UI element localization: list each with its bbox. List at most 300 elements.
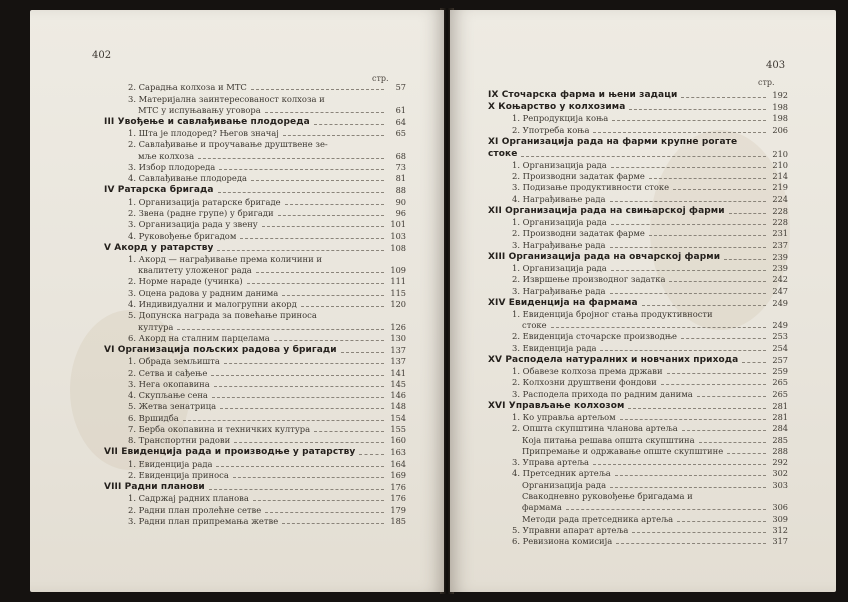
toc-leader-dots: [274, 340, 384, 341]
toc-entry-row: [488, 113, 788, 124]
toc-entry-row: [488, 309, 788, 320]
toc-entry-row: [488, 525, 788, 536]
toc-leader-dots: [612, 120, 766, 121]
toc-entry-title: 5. Допунска награда за повећање приноса: [128, 310, 317, 321]
toc-entry-row: [104, 470, 406, 481]
toc-leader-dots: [301, 306, 384, 307]
toc-leader-dots: [724, 259, 766, 260]
toc-entry-title: МТС у испуњавању уговора: [138, 104, 261, 115]
toc-chapter-row: [104, 116, 406, 128]
toc-leader-dots: [209, 489, 384, 490]
toc-page-number: 302: [772, 468, 788, 479]
toc-leader-dots: [649, 235, 766, 236]
toc-entry-title: 1. Евиденција рада: [128, 458, 213, 469]
toc-entry-title: 1. Обавезе колхоза према држави: [512, 366, 663, 377]
toc-leader-dots: [253, 500, 384, 501]
toc-page-number: 228: [772, 205, 788, 216]
toc-chapter-title: XI Организација рада на фарми крупне рогате: [488, 136, 738, 147]
toc-leader-dots: [341, 352, 384, 353]
toc-chapter-row: [104, 184, 406, 196]
toc-page-number: 231: [772, 228, 788, 239]
toc-leader-dots: [697, 396, 766, 397]
toc-entry-title: 3. Расподела прихода по радним данима: [512, 388, 693, 399]
toc-page-number: 249: [772, 297, 788, 308]
toc-entry-row: [104, 424, 406, 435]
toc-page-number: 154: [390, 412, 406, 423]
toc-leader-dots: [220, 408, 384, 409]
toc-leader-dots: [359, 454, 384, 455]
toc-page-number: 192: [772, 90, 788, 100]
toc-leader-dots: [611, 270, 766, 271]
toc-leader-dots: [600, 350, 766, 351]
toc-page-number: 65: [395, 128, 406, 139]
toc-entry-title: 3. Подизање продуктивности стоке: [512, 182, 670, 193]
toc-page-number: 214: [772, 171, 788, 182]
toc-chapter-title: III Увођење и савлађивање плодореда: [104, 116, 310, 127]
toc-leader-dots: [224, 363, 384, 364]
toc-entry-title: 6. Акорд на сталним парцелама: [128, 332, 270, 343]
toc-entry-title: 3. Организација рада у звену: [128, 219, 258, 230]
toc-entry-title: 4. Савлађивање плодореда: [128, 173, 248, 184]
toc-entry-row: [104, 230, 406, 241]
toc-entry-title: Припремање и одржавање опште скупштине: [522, 445, 724, 456]
toc-entry-title: 3. Управа артеља: [512, 457, 590, 468]
toc-page-number: 198: [772, 102, 788, 112]
toc-page-number: 164: [390, 458, 406, 469]
toc-entry-title: 1. Евиденција бројног стања продуктивности: [512, 308, 713, 319]
left-table-of-contents: [104, 82, 406, 527]
toc-entry-title: 2. Извршење производног задатка: [512, 274, 666, 285]
toc-chapter-title: XVI Управљање колхозом: [488, 400, 625, 411]
toc-page-number: 130: [390, 332, 406, 343]
toc-page-number: 101: [390, 219, 406, 230]
toc-entry-row: [488, 412, 788, 423]
toc-leader-dots: [611, 224, 766, 225]
toc-chapter-title: VIII Радни планови: [104, 481, 205, 492]
toc-page-number: 185: [390, 515, 406, 526]
toc-entry-title: 2. Евиденција приноса: [128, 469, 229, 480]
toc-entry-row: [104, 287, 406, 298]
toc-page-number: 141: [390, 367, 406, 378]
toc-page-number: 198: [772, 113, 788, 124]
toc-leader-dots: [681, 97, 766, 98]
toc-leader-dots: [669, 281, 766, 282]
toc-entry-title: стоке: [522, 320, 547, 331]
toc-entry-row: [488, 320, 788, 331]
toc-chapter-title: XII Организација рада на свињарској фарми: [488, 205, 725, 216]
toc-page-number: 265: [772, 377, 788, 388]
toc-leader-dots: [677, 521, 766, 522]
toc-leader-dots: [521, 156, 766, 157]
toc-leader-dots: [240, 238, 384, 239]
toc-entry-title: 3. Избор плодореда: [128, 162, 216, 173]
toc-page-number: 281: [772, 400, 788, 411]
toc-entry-row: [488, 388, 788, 399]
toc-entry-row: [488, 457, 788, 468]
toc-leader-dots: [219, 169, 384, 170]
toc-entry-title: 2. Евиденција сточарске производње: [512, 331, 677, 342]
toc-chapter-title: IX Сточарска фарма и њени задаци: [488, 90, 678, 100]
toc-leader-dots: [217, 250, 384, 251]
right-page-column-label: стр.: [758, 78, 775, 87]
toc-page-number: 176: [390, 493, 406, 504]
toc-leader-dots: [610, 293, 766, 294]
toc-entry-row: [488, 160, 788, 171]
toc-page-number: 73: [395, 162, 406, 173]
toc-entry-row: [104, 162, 406, 173]
toc-leader-dots: [593, 132, 766, 133]
toc-leader-dots: [247, 283, 384, 284]
toc-chapter-title: VII Евиденција рада и производње у ратарству: [104, 447, 356, 458]
toc-entry-row: [488, 239, 788, 250]
toc-entry-title: 3. Награђивање рада: [512, 239, 606, 250]
toc-entry-title: 4. Награђивање рада: [512, 193, 606, 204]
toc-page-number: 247: [772, 285, 788, 296]
toc-chapter-row: [488, 89, 788, 101]
toc-entry-row: [488, 331, 788, 342]
toc-page-number: 61: [395, 104, 406, 115]
toc-chapter-title: стоке: [488, 148, 518, 159]
toc-entry-row: [104, 219, 406, 230]
toc-leader-dots: [216, 466, 384, 467]
toc-leader-dots: [256, 272, 384, 273]
toc-page-number: 288: [772, 445, 788, 456]
toc-page-number: 148: [390, 401, 406, 412]
toc-entry-title: фармама: [522, 502, 562, 513]
toc-entry-title: 3. Нега окопавина: [128, 378, 210, 389]
toc-page-number: 210: [772, 159, 788, 170]
toc-entry-title: мље колхоза: [138, 150, 195, 161]
toc-entry-row: [104, 128, 406, 139]
toc-leader-dots: [262, 226, 384, 227]
toc-entry-row: [104, 367, 406, 378]
toc-leader-dots: [742, 362, 766, 363]
toc-page-number: 317: [772, 536, 788, 547]
toc-page-number: 253: [772, 331, 788, 342]
toc-entry-title: 2. Колхозни друштвени фондови: [512, 377, 657, 388]
toc-entry-row: [104, 82, 406, 93]
toc-page-number: 292: [772, 457, 788, 468]
toc-page-number: 90: [395, 196, 406, 207]
toc-leader-dots: [673, 189, 766, 190]
toc-page-number: 228: [772, 217, 788, 228]
toc-page-number: 176: [390, 481, 406, 492]
toc-page-number: 239: [772, 251, 788, 262]
toc-entry-row: [104, 310, 406, 321]
toc-entry-title: 2. Сетва и сађење: [128, 367, 208, 378]
toc-entry-row: [104, 412, 406, 423]
toc-entry-title: 4. Скупљање сена: [128, 390, 208, 401]
toc-entry-title: 2. Сарадња колхоза и МТС: [128, 82, 247, 93]
toc-page-number: 103: [390, 230, 406, 241]
toc-entry-title: 1. Репродукција коња: [512, 113, 609, 124]
toc-entry-row: [488, 536, 788, 547]
toc-entry-row: [488, 285, 788, 296]
toc-entry-row: [488, 274, 788, 285]
toc-chapter-title: XV Расподела натуралних и новчаних прихода: [488, 354, 739, 365]
toc-chapter-title: XIV Евиденција на фармама: [488, 297, 638, 308]
toc-leader-dots: [629, 109, 766, 110]
toc-entry-row: [104, 356, 406, 367]
toc-page-number: 163: [390, 447, 406, 458]
toc-chapter-row: [488, 101, 788, 113]
toc-chapter-row: [488, 136, 788, 148]
toc-page-number: 237: [772, 239, 788, 250]
toc-entry-title: Која питања решава општа скупштина: [522, 434, 695, 445]
toc-entry-title: 4. Руковођење бригадом: [128, 230, 237, 241]
toc-entry-row: [104, 493, 406, 504]
toc-leader-dots: [632, 532, 766, 533]
toc-entry-row: [104, 254, 406, 265]
toc-leader-dots: [285, 204, 384, 205]
toc-page-number: 109: [390, 265, 406, 276]
toc-page-number: 68: [395, 150, 406, 161]
toc-leader-dots: [610, 487, 766, 488]
toc-entry-title: 1. Садржај радних планова: [128, 493, 249, 504]
toc-page-number: 281: [772, 411, 788, 422]
toc-leader-dots: [314, 124, 384, 125]
left-page-number: 402: [92, 50, 112, 61]
toc-entry-row: [104, 139, 406, 150]
toc-page-number: 64: [395, 116, 406, 127]
toc-chapter-row: [488, 205, 788, 217]
toc-page-number: 257: [772, 354, 788, 365]
toc-page-number: 312: [772, 524, 788, 535]
toc-chapter-row: [104, 344, 406, 356]
toc-chapter-row: [488, 400, 788, 412]
toc-entry-title: 2. Норме нараде (учинка): [128, 276, 243, 287]
toc-leader-dots: [177, 329, 384, 330]
toc-entry-title: 1. Организација ратарске бригаде: [128, 196, 281, 207]
toc-entry-title: 2. Производни задатак фарме: [512, 171, 645, 182]
toc-page-number: 120: [390, 299, 406, 310]
toc-entry-title: 2. Општа скупштина чланова артеља: [512, 423, 678, 434]
toc-entry-title: 6. Ревизиона комисија: [512, 536, 613, 547]
toc-chapter-row: [488, 297, 788, 309]
toc-leader-dots: [667, 373, 766, 374]
toc-page-number: 259: [772, 366, 788, 377]
toc-leader-dots: [282, 295, 384, 296]
toc-page-number: 81: [395, 173, 406, 184]
toc-chapter-title: V Акорд у ратарству: [104, 242, 214, 253]
toc-leader-dots: [282, 523, 384, 524]
toc-leader-dots: [566, 509, 766, 510]
toc-entry-row: [104, 105, 406, 116]
toc-page-number: 108: [390, 242, 406, 253]
toc-page-number: 179: [390, 504, 406, 515]
toc-leader-dots: [610, 201, 766, 202]
toc-entry-title: 3. Материјална заинтересованост колхоза и: [128, 93, 325, 104]
toc-entry-row: [488, 193, 788, 204]
toc-leader-dots: [620, 419, 766, 420]
toc-entry-row: [104, 321, 406, 332]
toc-entry-row: [104, 265, 406, 276]
toc-leader-dots: [214, 386, 384, 387]
toc-chapter-title: IV Ратарска бригада: [104, 185, 214, 196]
toc-page-number: 284: [772, 423, 788, 434]
toc-entry-row: [488, 182, 788, 193]
toc-entry-row: [488, 434, 788, 445]
toc-leader-dots: [593, 464, 766, 465]
toc-entry-row: [488, 502, 788, 513]
toc-leader-dots: [198, 158, 384, 159]
toc-chapter-title: X Коњарство у колхозима: [488, 102, 626, 112]
toc-leader-dots: [682, 430, 766, 431]
toc-chapter-title: VI Организација пољских радова у бригади: [104, 344, 337, 355]
toc-leader-dots: [211, 375, 384, 376]
toc-entry-title: 1. Шта је плодоред? Његов значај: [128, 128, 279, 139]
toc-leader-dots: [183, 420, 384, 421]
toc-entry-row: [488, 446, 788, 457]
left-page: [30, 10, 444, 592]
toc-leader-dots: [610, 247, 766, 248]
toc-entry-title: култура: [138, 321, 174, 332]
toc-page-number: 306: [772, 502, 788, 513]
toc-page-number: 155: [390, 424, 406, 435]
toc-leader-dots: [551, 327, 766, 328]
toc-page-number: 249: [772, 320, 788, 331]
toc-page-number: 137: [390, 344, 406, 355]
toc-entry-title: 5. Управни апарат артеља: [512, 524, 629, 535]
toc-leader-dots: [218, 192, 384, 193]
toc-leader-dots: [212, 397, 384, 398]
toc-chapter-row: [488, 148, 788, 160]
toc-page-number: 303: [772, 479, 788, 490]
toc-entry-title: 1. Организација рада: [512, 262, 607, 273]
toc-leader-dots: [611, 167, 766, 168]
toc-entry-title: Свакодневно руковођење бригадама и: [522, 491, 693, 502]
toc-entry-row: [488, 468, 788, 479]
toc-leader-dots: [233, 477, 384, 478]
toc-leader-dots: [278, 215, 384, 216]
toc-page-number: 96: [395, 207, 406, 218]
toc-entry-title: 1. Организација рада: [512, 159, 607, 170]
toc-entry-row: [488, 377, 788, 388]
toc-entry-row: [104, 208, 406, 219]
toc-page-number: 169: [390, 469, 406, 480]
right-page: [450, 10, 836, 592]
right-table-of-contents: [488, 89, 788, 547]
toc-chapter-row: [104, 481, 406, 493]
toc-entry-row: [104, 276, 406, 287]
toc-leader-dots: [681, 338, 766, 339]
toc-entry-row: [488, 124, 788, 135]
toc-leader-dots: [615, 475, 766, 476]
toc-page-number: 219: [772, 182, 788, 193]
toc-entry-row: [104, 504, 406, 515]
toc-leader-dots: [234, 442, 384, 443]
toc-entry-title: 2. Употреба коња: [512, 124, 590, 135]
right-page-number: 403: [766, 60, 786, 71]
toc-entry-row: [104, 299, 406, 310]
toc-entry-title: Организација рада: [522, 479, 607, 490]
toc-page-number: 137: [390, 356, 406, 367]
toc-entry-row: [488, 217, 788, 228]
toc-entry-row: [104, 458, 406, 469]
toc-leader-dots: [616, 543, 766, 544]
toc-entry-row: [104, 173, 406, 184]
toc-page-number: 285: [772, 434, 788, 445]
toc-page-number: 239: [772, 262, 788, 273]
toc-page-number: 145: [390, 378, 406, 389]
toc-entry-title: 4. Индивидуални и малогрупни акорд: [128, 299, 297, 310]
toc-leader-dots: [729, 213, 766, 214]
toc-entry-row: [488, 423, 788, 434]
toc-page-number: 88: [395, 185, 406, 196]
toc-entry-row: [488, 342, 788, 353]
left-page-column-label: стр.: [372, 74, 389, 83]
toc-page-number: 254: [772, 342, 788, 353]
toc-entry-row: [488, 228, 788, 239]
toc-entry-title: 3. Оцена радова у радним данима: [128, 287, 279, 298]
toc-entry-row: [104, 516, 406, 527]
toc-entry-title: Методи рада претседника артеља: [522, 513, 674, 524]
toc-entry-title: 3. Награђивање рада: [512, 285, 606, 296]
toc-page-number: 57: [395, 82, 406, 93]
toc-leader-dots: [649, 178, 766, 179]
toc-page-number: 309: [772, 513, 788, 524]
toc-entry-row: [104, 435, 406, 446]
toc-entry-row: [104, 379, 406, 390]
toc-page-number: 146: [390, 390, 406, 401]
toc-chapter-row: [488, 354, 788, 366]
toc-page-number: 242: [772, 274, 788, 285]
toc-leader-dots: [283, 135, 384, 136]
toc-page-number: 115: [390, 287, 406, 298]
toc-entry-title: 2. Савлађивање и проучавање друштвене зе-: [128, 139, 328, 150]
toc-entry-title: 5. Жетва зенатрица: [128, 401, 217, 412]
toc-leader-dots: [265, 112, 384, 113]
toc-leader-dots: [251, 89, 384, 90]
toc-entry-title: 4. Претседник артеља: [512, 468, 611, 479]
toc-entry-row: [488, 263, 788, 274]
toc-entry-title: 1. Ко управља артељом: [512, 411, 616, 422]
toc-entry-title: 1. Акорд — награђивање према количини и: [128, 253, 322, 264]
toc-entry-row: [104, 401, 406, 412]
toc-entry-title: 7. Берба окопавина и техничких култура: [128, 424, 311, 435]
toc-page-number: 265: [772, 388, 788, 399]
toc-entry-title: 1. Организација рада: [512, 217, 607, 228]
toc-leader-dots: [642, 305, 766, 306]
toc-leader-dots: [314, 431, 384, 432]
toc-page-number: 224: [772, 193, 788, 204]
toc-page-number: 111: [390, 276, 406, 287]
toc-leader-dots: [628, 408, 766, 409]
toc-chapter-row: [104, 446, 406, 458]
toc-leader-dots: [699, 442, 766, 443]
toc-entry-row: [104, 333, 406, 344]
toc-entry-title: 2. Производни задатак фарме: [512, 228, 645, 239]
toc-entry-title: 3. Радни план припремања жетве: [128, 515, 279, 526]
toc-entry-title: 2. Радни план пролећне сетве: [128, 504, 262, 515]
toc-page-number: 210: [772, 148, 788, 159]
toc-entry-title: 3. Евиденција рада: [512, 342, 597, 353]
toc-entry-row: [488, 366, 788, 377]
toc-page-number: 160: [390, 435, 406, 446]
toc-entry-row: [104, 150, 406, 161]
toc-entry-title: квалитету уложеног рада: [138, 265, 252, 276]
toc-entry-title: 1. Обрада земљишта: [128, 356, 220, 367]
toc-entry-row: [488, 479, 788, 490]
toc-chapter-title: XIII Организација рада на овчарској фарми: [488, 251, 721, 262]
toc-page-number: 126: [390, 321, 406, 332]
toc-entry-title: 2. Звена (радне групе) у бригади: [128, 207, 274, 218]
toc-entry-title: 6. Вршидба: [128, 412, 179, 423]
toc-entry-row: [488, 491, 788, 502]
toc-page-number: 206: [772, 124, 788, 135]
toc-chapter-row: [104, 242, 406, 254]
toc-entry-row: [104, 390, 406, 401]
